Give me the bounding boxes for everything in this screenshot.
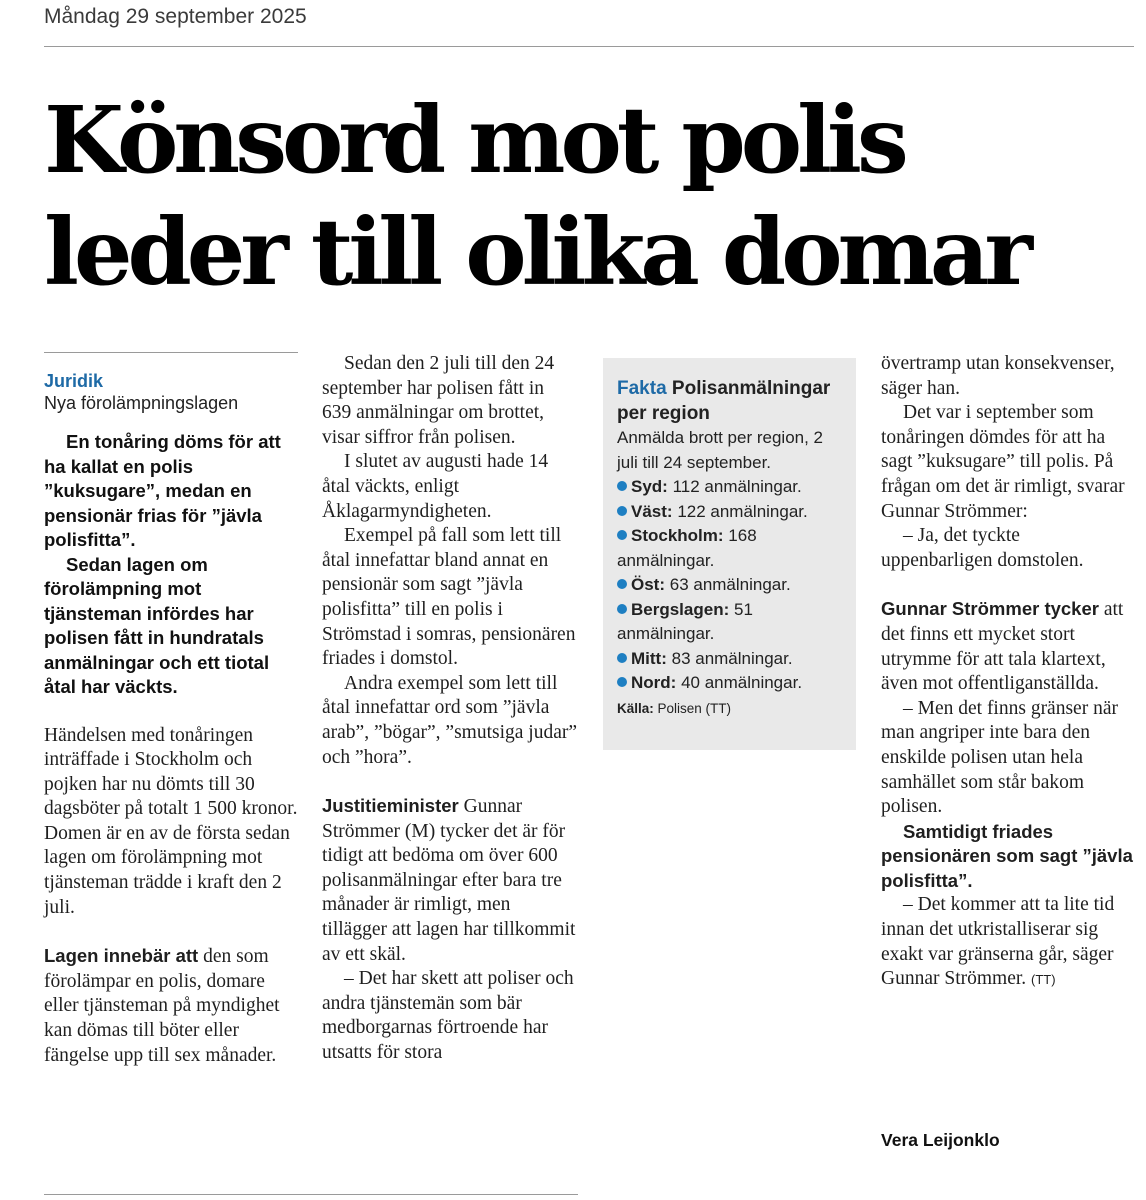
body-paragraph: I slutet av augusti hade 14 åtal väckts, enligt Åklagarmyndigheten. <box>322 451 549 522</box>
fact-list-item <box>617 573 842 598</box>
body-paragraph: – Ja, det tyckte uppenbarligen domstolen. <box>881 525 1084 571</box>
paragraph-text: den som förolämpar en polis, domare eller tjänsteman på myndighet kan dömas till böter eller fängelse upp till sex månader. <box>44 946 280 1066</box>
headline-line-2: leder till olika domar <box>44 198 1028 306</box>
paragraph-text: att det finns ett mycket stort utrymme för att tala klartext, även mot offentliganställda. <box>881 599 1124 695</box>
ingress-paragraph: En tonåring döms för att ha kallat en polis ”kuksugare”, medan en pensionär frias för ”jävla polisfitta”. <box>44 431 281 550</box>
region-count: 83 anmälningar. <box>671 648 793 668</box>
headline <box>44 84 1028 308</box>
column-divider <box>44 352 298 353</box>
bullet-icon <box>617 677 627 687</box>
body-paragraph: övertramp utan konsekvenser, säger han. <box>881 353 1115 399</box>
body-paragraph-bold: Samtidigt friades pensionären som sagt ”jävla polisfitta”. <box>881 820 1133 891</box>
bullet-icon <box>617 604 627 614</box>
fact-list-item <box>617 598 842 647</box>
publication-date: Måndag 29 september 2025 <box>44 5 307 28</box>
paragraph-lead: Gunnar Strömmer tycker <box>881 598 1099 620</box>
paragraph-text: Gunnar Strömmer (M) tycker det är för tidigt att bedöma om över 600 polisanmälningar efter bara tre månader är rimligt, men tillägger att lagen har tillkommit av ett skäl. <box>322 796 576 965</box>
body-paragraph: – Men det finns gränser när man angriper inte bara den enskilde polisen utan hela samhället som står bakom polisen. <box>881 697 1118 818</box>
body-paragraph: Det var i september som tonåringen dömdes för att ha sagt ”kuksugare” till polis. På frågan om det är rimligt, svarar Gunnar Strömmer: <box>881 402 1125 522</box>
bullet-icon <box>617 653 627 663</box>
source-label: Källa: <box>617 700 654 716</box>
body-paragraph: Händelsen med tonåringen inträffade i Stockholm och pojken har nu dömts till 30 dagsböter på totalt 1 500 kronor. Domen är en av de första sedan lagen om förolämpning mot tjänsteman trädde i kraft den 2 juli. <box>44 724 298 918</box>
article-column-2 <box>322 352 578 1066</box>
region-name: Stockholm: <box>631 526 724 545</box>
fact-list-item <box>617 500 842 525</box>
region-name: Väst: <box>631 501 673 521</box>
body-paragraph <box>44 944 298 1068</box>
region-count: 40 anmälningar. <box>681 673 803 692</box>
section-subkicker: Nya förolämpningslagen <box>44 393 239 413</box>
region-name: Bergslagen: <box>631 599 730 619</box>
body-paragraph: Exempel på fall som lett till åtal innefattar bland annat en pensionär som sagt ”jävla polisfitta” till en polis i Strömstad i somras, pensionären friades i domstol. <box>322 525 576 670</box>
bullet-icon <box>617 530 627 540</box>
body-paragraph: Andra exempel som lett till åtal innefattar ord som ”jävla arab”, ”bögar”, ”smutsiga judar” och ”hora”. <box>322 672 578 768</box>
region-name: Mitt: <box>631 648 667 668</box>
article-ingress <box>44 430 298 700</box>
fact-list-item <box>617 524 842 573</box>
fact-box-title <box>617 376 842 426</box>
article-column-4 <box>881 352 1136 993</box>
section-kicker: Juridik <box>44 371 104 391</box>
fact-list-item <box>617 647 842 672</box>
bullet-icon <box>617 481 627 491</box>
region-name: Nord: <box>631 673 677 692</box>
paragraph-lead: Lagen innebär att <box>44 945 199 967</box>
article-column-1 <box>44 352 298 1068</box>
body-paragraph: Sedan den 2 juli till den 24 september har polisen fått in 639 anmälningar om brottet, visar siffror från polisen. <box>322 353 555 448</box>
region-count: 168 anmälningar. <box>617 526 757 570</box>
region-name: Syd: <box>631 477 668 496</box>
body-paragraph <box>881 597 1136 696</box>
body-paragraph <box>322 794 578 967</box>
fact-box-label: Fakta <box>617 378 667 399</box>
byline: Vera Leijonklo <box>881 1130 1000 1150</box>
fact-box-subtitle: Anmälda brott per region, 2 juli till 24 september. <box>617 428 824 472</box>
fact-box-heading: Polisanmälningar per region <box>617 378 831 424</box>
headline-line-1: Könsord mot polis <box>44 86 904 194</box>
region-count: 122 anmälningar. <box>677 501 808 521</box>
source-text: Polisen (TT) <box>657 700 732 716</box>
fact-box-source <box>617 698 842 720</box>
body-paragraph <box>881 893 1136 992</box>
bullet-icon <box>617 579 627 589</box>
fact-box <box>603 358 856 750</box>
region-count: 112 anmälningar. <box>672 477 802 496</box>
bullet-icon <box>617 506 627 516</box>
top-divider <box>44 46 1134 47</box>
fact-list-item <box>617 475 842 500</box>
region-count: 51 anmälningar. <box>617 599 753 643</box>
ingress-paragraph: Sedan lagen om förolämpning mot tjänsteman infördes har polisen fått in hundratals anmälningar och ett tiotal åtal har väckts. <box>44 553 270 697</box>
paragraph-lead: Justitieminister <box>322 795 459 817</box>
body-paragraph: – Det har skett att poliser och andra tjänstemän som bär medborgarnas förtroende har utsatts för stora <box>322 968 574 1064</box>
bottom-divider <box>44 1194 578 1195</box>
agency-tag: (TT) <box>1031 972 1056 988</box>
fact-list-item <box>617 671 842 696</box>
region-count: 63 anmälningar. <box>669 575 791 594</box>
paragraph-text: – Det kommer att ta lite tid innan det utkristalliserar sig exakt var gränserna går, säger Gunnar Strömmer. <box>881 894 1115 990</box>
region-name: Öst: <box>631 575 665 594</box>
